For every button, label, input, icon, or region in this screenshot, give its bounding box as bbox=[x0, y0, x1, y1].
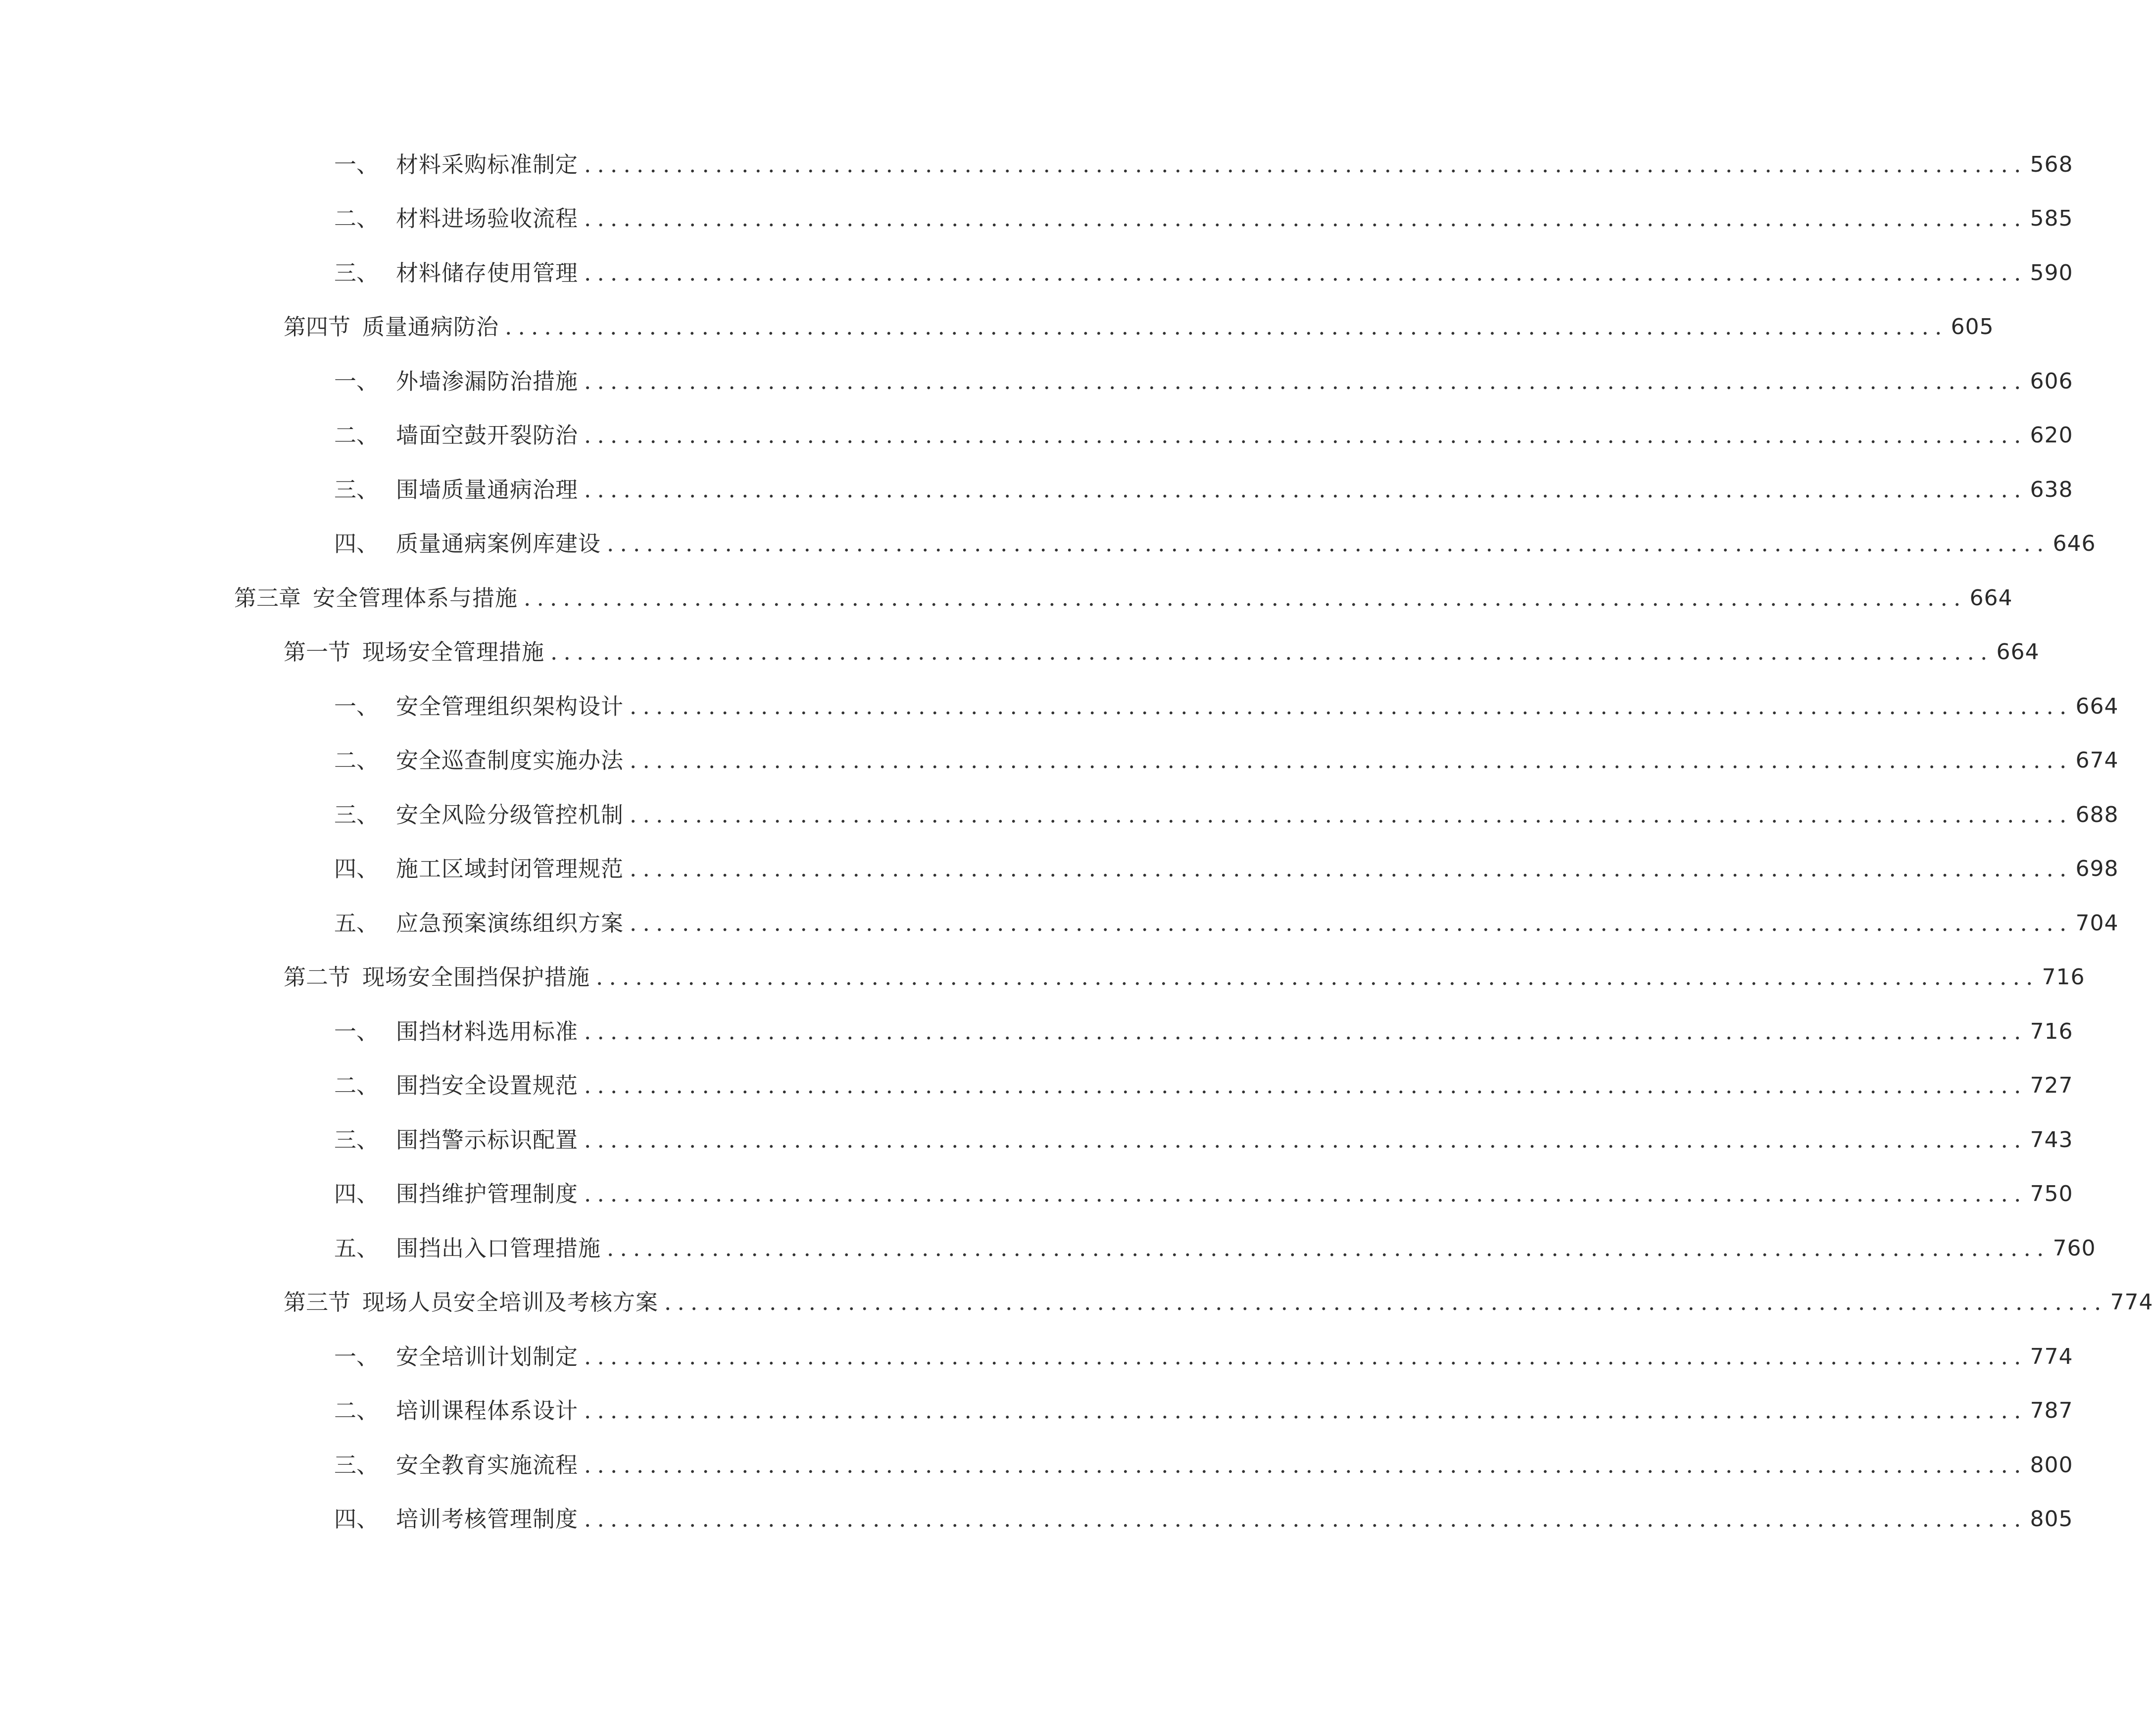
toc-entry-number: 一、 bbox=[334, 1018, 379, 1045]
toc-leader-dots: .............................................................................................................. bbox=[630, 693, 2073, 720]
toc-entry-line bbox=[334, 475, 2073, 505]
toc-leader-dots: .............................................................................................................. bbox=[584, 1181, 2027, 1207]
toc-entry[interactable] bbox=[0, 1276, 2153, 1330]
toc-entry[interactable] bbox=[0, 1167, 2073, 1222]
toc-page-number: 787 bbox=[2030, 1398, 2073, 1424]
toc-entry[interactable] bbox=[0, 1005, 2073, 1059]
toc-entry[interactable] bbox=[0, 951, 2085, 1005]
toc-entry-number: 一、 bbox=[334, 693, 379, 720]
toc-entry-line bbox=[284, 963, 2085, 992]
toc-page-number: 743 bbox=[2030, 1127, 2073, 1153]
toc-entry-title: 围挡警示标识配置 bbox=[396, 1126, 579, 1153]
toc-entry-number: 二、 bbox=[334, 422, 379, 449]
toc-entry-line bbox=[334, 1071, 2073, 1101]
toc-entry-line bbox=[284, 637, 2040, 667]
toc-entry[interactable] bbox=[0, 626, 2040, 680]
toc-leader-dots: .............................................................................................................. bbox=[584, 1072, 2027, 1099]
toc-entry[interactable] bbox=[0, 788, 2119, 842]
toc-page-number: 727 bbox=[2030, 1073, 2073, 1099]
toc-entry[interactable] bbox=[0, 300, 1994, 355]
toc-entry-line bbox=[334, 746, 2119, 775]
toc-entry-number: 四、 bbox=[334, 1506, 379, 1533]
toc-entry-title: 围挡出入口管理措施 bbox=[396, 1235, 601, 1261]
toc-entry[interactable] bbox=[0, 734, 2119, 788]
toc-entry-title: 现场安全管理措施 bbox=[362, 639, 545, 666]
toc-leader-dots: .............................................................................................................. bbox=[584, 205, 2027, 232]
toc-entry[interactable] bbox=[0, 517, 2096, 572]
toc-entry[interactable] bbox=[0, 463, 2073, 517]
toc-entry-line bbox=[284, 1288, 2153, 1317]
toc-entry[interactable] bbox=[0, 1330, 2073, 1384]
toc-entry-line bbox=[334, 367, 2073, 396]
toc-entry-line bbox=[334, 421, 2073, 450]
toc-entry[interactable] bbox=[0, 1438, 2073, 1493]
toc-leader-dots: .............................................................................................................. bbox=[524, 584, 1967, 611]
toc-entry-number: 第三节 bbox=[284, 1289, 351, 1316]
toc-entry-line bbox=[334, 1125, 2073, 1155]
toc-entry[interactable] bbox=[0, 192, 2073, 246]
toc-page-number: 568 bbox=[2030, 151, 2073, 177]
toc-leader-dots: .............................................................................................................. bbox=[584, 1343, 2027, 1370]
toc-entry-number: 第三章 bbox=[234, 584, 301, 611]
toc-entry[interactable] bbox=[0, 354, 2073, 409]
toc-entry-title: 围挡安全设置规范 bbox=[396, 1072, 579, 1099]
toc-page-number: 800 bbox=[2030, 1452, 2073, 1478]
toc-leader-dots: .............................................................................................................. bbox=[664, 1289, 2107, 1316]
toc-entry-line bbox=[334, 1179, 2073, 1209]
toc-entry-title: 现场人员安全培训及考核方案 bbox=[362, 1289, 659, 1316]
toc-entry[interactable] bbox=[0, 409, 2073, 463]
toc-entry-title: 安全管理体系与措施 bbox=[313, 584, 518, 611]
toc-leader-dots: .............................................................................................................. bbox=[630, 801, 2073, 828]
toc-page-number: 704 bbox=[2075, 910, 2119, 936]
toc-page-number: 716 bbox=[2042, 964, 2085, 990]
toc-leader-dots: .............................................................................................................. bbox=[630, 856, 2073, 882]
toc-entry-line bbox=[334, 692, 2119, 722]
toc-entry-number: 一、 bbox=[334, 368, 379, 394]
toc-leader-dots: .............................................................................................................. bbox=[596, 964, 2039, 991]
toc-entry[interactable] bbox=[0, 679, 2119, 734]
toc-entry-number: 三、 bbox=[334, 801, 379, 828]
toc-entry-number: 五、 bbox=[334, 1235, 379, 1261]
toc-entry[interactable] bbox=[0, 896, 2119, 951]
toc-page-number: 664 bbox=[1996, 639, 2040, 665]
toc-entry-line bbox=[234, 583, 2013, 613]
toc-entry-line bbox=[334, 1450, 2073, 1480]
toc-page-number: 585 bbox=[2030, 206, 2073, 232]
toc-entry-title: 材料进场验收流程 bbox=[396, 205, 579, 232]
toc-leader-dots: .............................................................................................................. bbox=[584, 1398, 2027, 1424]
toc-entry-title: 安全风险分级管控机制 bbox=[396, 801, 624, 828]
toc-page-number: 774 bbox=[2110, 1290, 2153, 1315]
toc-leader-dots: .............................................................................................................. bbox=[584, 422, 2027, 449]
toc-page-number: 620 bbox=[2030, 423, 2073, 448]
toc-entry-title: 质量通病防治 bbox=[362, 314, 499, 340]
toc-entry-line bbox=[334, 854, 2119, 884]
toc-leader-dots: .............................................................................................................. bbox=[584, 1126, 2027, 1153]
toc-leader-dots: .............................................................................................................. bbox=[607, 530, 2050, 557]
toc-entry-number: 三、 bbox=[334, 476, 379, 503]
toc-entry-line bbox=[284, 312, 1994, 342]
toc-leader-dots: .............................................................................................................. bbox=[584, 476, 2027, 503]
toc-leader-dots: .............................................................................................................. bbox=[584, 259, 2027, 286]
toc-page-number: 606 bbox=[2030, 368, 2073, 394]
toc-page-number: 805 bbox=[2030, 1506, 2073, 1532]
toc-entry-number: 二、 bbox=[334, 1072, 379, 1099]
toc-entry-title: 施工区域封闭管理规范 bbox=[396, 856, 624, 882]
toc-entry-line bbox=[334, 1017, 2073, 1047]
toc-page-number: 750 bbox=[2030, 1181, 2073, 1207]
toc-entry-line bbox=[334, 204, 2073, 234]
toc-entry-number: 二、 bbox=[334, 747, 379, 774]
toc-leader-dots: .............................................................................................................. bbox=[607, 1235, 2050, 1261]
toc-entry[interactable] bbox=[0, 571, 2013, 626]
toc-entry-number: 四、 bbox=[334, 1181, 379, 1207]
toc-entry-number: 三、 bbox=[334, 1451, 379, 1478]
toc-entry-title: 外墙渗漏防治措施 bbox=[396, 368, 579, 394]
toc-page-number: 674 bbox=[2075, 748, 2119, 773]
toc-leader-dots: .............................................................................................................. bbox=[584, 151, 2027, 178]
toc-page-number: 638 bbox=[2030, 477, 2073, 502]
toc-entry-title: 现场安全围挡保护措施 bbox=[362, 964, 590, 991]
toc-page-number: 774 bbox=[2030, 1344, 2073, 1369]
toc-entry-number: 三、 bbox=[334, 1126, 379, 1153]
toc-leader-dots: .............................................................................................................. bbox=[630, 747, 2073, 774]
toc-entry-line bbox=[334, 150, 2073, 180]
toc-entry-title: 墙面空鼓开裂防治 bbox=[396, 422, 579, 449]
toc-page-number: 590 bbox=[2030, 260, 2073, 286]
table-of-contents bbox=[0, 138, 2153, 1546]
toc-leader-dots: .............................................................................................................. bbox=[550, 639, 1994, 666]
toc-entry[interactable] bbox=[0, 1221, 2096, 1276]
toc-entry-title: 围挡材料选用标准 bbox=[396, 1018, 579, 1045]
toc-entry-line bbox=[334, 1504, 2073, 1534]
toc-entry-number: 第四节 bbox=[284, 314, 351, 340]
toc-entry-number: 五、 bbox=[334, 910, 379, 936]
toc-entry[interactable] bbox=[0, 1059, 2073, 1113]
toc-page-number: 688 bbox=[2075, 802, 2119, 827]
toc-entry-line bbox=[334, 258, 2073, 288]
toc-entry-title: 安全培训计划制定 bbox=[396, 1343, 579, 1370]
toc-entry[interactable] bbox=[0, 1384, 2073, 1439]
toc-entry-line bbox=[334, 909, 2119, 938]
toc-page-number: 698 bbox=[2075, 856, 2119, 882]
toc-leader-dots: .............................................................................................................. bbox=[584, 1506, 2027, 1533]
toc-entry-number: 四、 bbox=[334, 856, 379, 882]
toc-entry[interactable] bbox=[0, 138, 2073, 192]
toc-entry-line bbox=[334, 1234, 2096, 1263]
toc-entry-line bbox=[334, 1342, 2073, 1372]
toc-entry-number: 四、 bbox=[334, 530, 379, 557]
toc-entry-title: 应急预案演练组织方案 bbox=[396, 910, 624, 936]
toc-page-number: 605 bbox=[1951, 314, 1994, 340]
toc-entry-title: 材料采购标准制定 bbox=[396, 151, 579, 178]
toc-page-number: 646 bbox=[2053, 531, 2096, 557]
toc-entry[interactable] bbox=[0, 1493, 2073, 1547]
toc-entry[interactable] bbox=[0, 842, 2119, 897]
toc-entry-number: 一、 bbox=[334, 1343, 379, 1370]
toc-page-number: 716 bbox=[2030, 1018, 2073, 1044]
toc-entry-number: 三、 bbox=[334, 259, 379, 286]
toc-leader-dots: .............................................................................................................. bbox=[630, 910, 2073, 936]
toc-entry-title: 安全管理组织架构设计 bbox=[396, 693, 624, 720]
toc-entry-number: 二、 bbox=[334, 1398, 379, 1424]
toc-page-number: 664 bbox=[2075, 693, 2119, 719]
toc-leader-dots: .............................................................................................................. bbox=[584, 368, 2027, 394]
toc-entry-title: 安全教育实施流程 bbox=[396, 1451, 579, 1478]
toc-leader-dots: .............................................................................................................. bbox=[584, 1451, 2027, 1478]
toc-entry-line bbox=[334, 529, 2096, 559]
toc-entry[interactable] bbox=[0, 246, 2073, 300]
toc-entry-title: 质量通病案例库建设 bbox=[396, 530, 601, 557]
toc-entry-title: 培训课程体系设计 bbox=[396, 1398, 579, 1424]
toc-entry-line bbox=[334, 800, 2119, 830]
toc-entry[interactable] bbox=[0, 1113, 2073, 1167]
toc-entry-number: 第二节 bbox=[284, 964, 351, 991]
toc-entry-number: 二、 bbox=[334, 205, 379, 232]
toc-page-number: 760 bbox=[2053, 1235, 2096, 1261]
toc-entry-title: 培训考核管理制度 bbox=[396, 1506, 579, 1533]
toc-leader-dots: .............................................................................................................. bbox=[505, 314, 1948, 340]
toc-entry-number: 一、 bbox=[334, 151, 379, 178]
toc-page-number: 664 bbox=[1969, 585, 2013, 611]
toc-entry-line bbox=[334, 1396, 2073, 1426]
toc-entry-title: 材料储存使用管理 bbox=[396, 259, 579, 286]
toc-entry-title: 围墙质量通病治理 bbox=[396, 476, 579, 503]
toc-leader-dots: .............................................................................................................. bbox=[584, 1018, 2027, 1045]
toc-entry-title: 安全巡查制度实施办法 bbox=[396, 747, 624, 774]
toc-entry-number: 第一节 bbox=[284, 639, 351, 666]
toc-entry-title: 围挡维护管理制度 bbox=[396, 1181, 579, 1207]
